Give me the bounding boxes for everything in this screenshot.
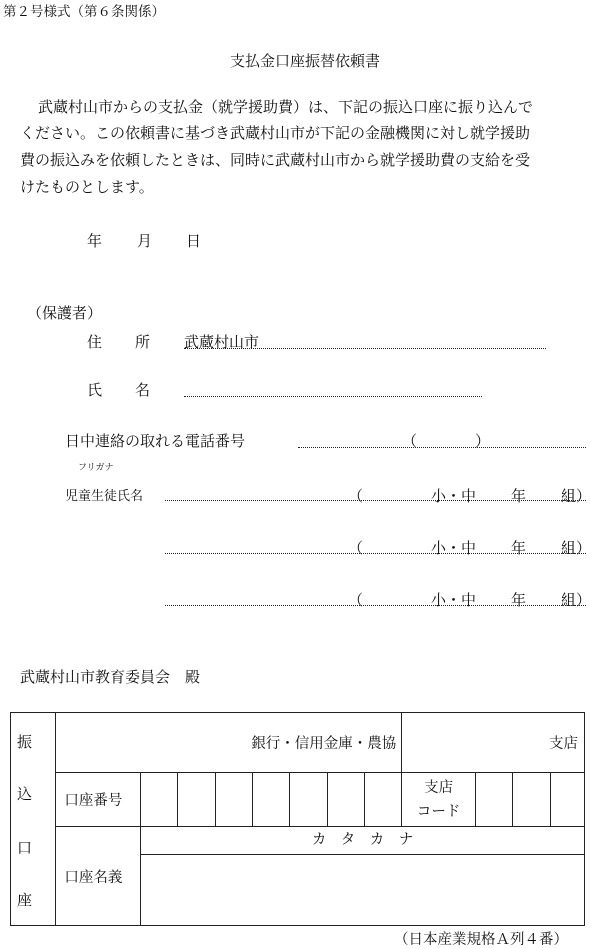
branch-code-label-1: 支店 (424, 779, 454, 796)
address-label-b: 所 (135, 333, 151, 351)
student-class: 組） (561, 539, 591, 557)
student-line[interactable] (165, 605, 586, 606)
body-line: 費の振込みを依頼したときは、同時に武蔵村山市から就学援助費の支給を受 (20, 151, 531, 169)
address-label-a: 住 (87, 333, 103, 351)
student-school: 小・中 (431, 539, 477, 557)
katakana-label: カ タ カ ナ (141, 827, 584, 855)
phone-line[interactable] (298, 447, 586, 448)
furigana-label: フリガナ (78, 463, 114, 473)
date-day-label: 日 (186, 232, 202, 250)
student-line[interactable] (165, 553, 586, 554)
student-line[interactable] (165, 500, 586, 501)
vertical-char: 座 (17, 891, 33, 909)
bank-name-cell[interactable] (56, 713, 402, 773)
student-paren-open: （ (348, 487, 364, 505)
vertical-char: 込 (17, 785, 33, 803)
branch-code-digit-box[interactable] (475, 773, 512, 827)
student-year: 年 (511, 591, 527, 609)
student-class: 組） (561, 487, 591, 505)
date-month-label: 月 (137, 232, 153, 250)
guardian-label: （保護者） (27, 304, 103, 322)
address-value[interactable]: 武蔵村山市 (184, 333, 260, 351)
account-digit-box[interactable] (141, 773, 178, 827)
name-label-a: 氏 (87, 381, 103, 399)
account-holder-label-cell (56, 827, 141, 926)
account-holder-cell[interactable] (141, 827, 585, 926)
branch-code-digit-box[interactable] (550, 773, 584, 827)
branch-label: 支店 (549, 736, 578, 752)
student-paren-open: （ (348, 539, 364, 557)
branch-code-label-cell (402, 773, 476, 827)
account-digit-box[interactable] (365, 773, 402, 827)
branch-code-digit-box[interactable] (513, 773, 550, 827)
name-line[interactable] (184, 396, 482, 397)
vertical-char: 振 (17, 733, 33, 751)
branch-code-label-2: コード (416, 803, 461, 820)
form-number: 第２号様式（第６条関係） (3, 4, 165, 20)
student-class: 組） (561, 591, 591, 609)
transfer-account-vertical-label (11, 713, 56, 926)
address-line (184, 348, 546, 349)
student-year: 年 (511, 539, 527, 557)
form-title: 支払金口座振替依頼書 (230, 52, 381, 70)
student-school: 小・中 (431, 487, 477, 505)
addressee: 武蔵村山市教育委員会 殿 (20, 668, 201, 686)
account-holder-input[interactable] (141, 855, 584, 925)
body-line: けたものとします。 (20, 178, 154, 196)
bank-account-table (10, 712, 585, 926)
student-year: 年 (511, 487, 527, 505)
body-line: ください。この依頼書に基づき武蔵村山市が下記の金融機関に対し就学援助 (20, 124, 531, 142)
account-number-label-cell (56, 773, 141, 827)
phone-paren-open: （ (402, 432, 418, 450)
vertical-char: 口 (17, 839, 33, 857)
account-digit-box[interactable] (253, 773, 290, 827)
phone-label: 日中連絡の取れる電話番号 (65, 432, 246, 450)
body-line: 武蔵村山市からの支払金（就学援助費）は、下記の振込口座に振り込んで (38, 98, 534, 116)
account-digit-box[interactable] (327, 773, 364, 827)
phone-paren-close: ） (475, 432, 491, 450)
name-label-b: 名 (135, 381, 151, 399)
account-digit-box[interactable] (215, 773, 252, 827)
account-digit-box[interactable] (290, 773, 327, 827)
footer-note: （日本産業規格Ａ列４番） (394, 932, 568, 948)
student-paren-open: （ (348, 591, 364, 609)
account-holder-label: 口座名義 (64, 869, 123, 886)
date-year-label: 年 (87, 232, 103, 250)
student-name-label: 児童生徒氏名 (65, 489, 144, 504)
account-number-label: 口座番号 (64, 793, 123, 809)
student-school: 小・中 (431, 591, 477, 609)
branch-name-cell[interactable] (402, 713, 585, 773)
account-digit-box[interactable] (178, 773, 215, 827)
bank-types-label: 銀行・信用金庫・農協 (251, 736, 397, 752)
